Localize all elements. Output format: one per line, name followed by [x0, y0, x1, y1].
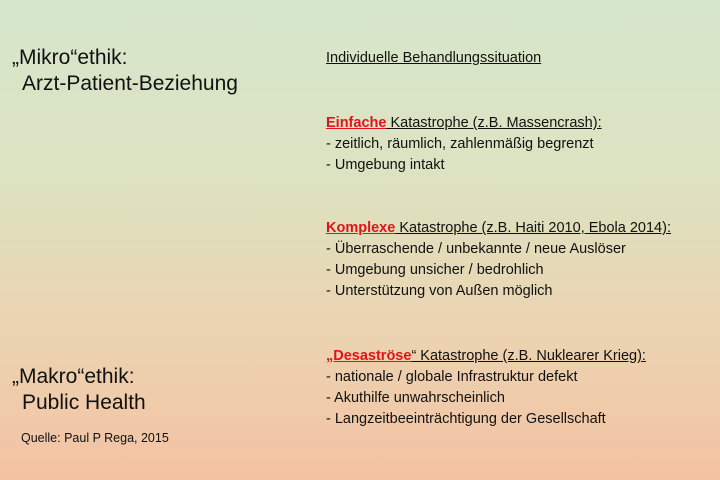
- makro-ethics-title: „Makro“ethik:: [12, 365, 135, 388]
- list-item: - Unterstützung von Außen möglich: [326, 283, 553, 299]
- section-individual: [326, 48, 541, 69]
- mikro-ethics-heading: [12, 45, 238, 97]
- disastrous-heading-rest: “ Katastrophe (z.B. Nuklearer Krieg):: [411, 348, 646, 364]
- list-item: - Überraschende / unbekannte / neue Auslöser: [326, 241, 626, 257]
- section-disastrous-disaster: [326, 346, 646, 430]
- list-item: - Umgebung unsicher / bedrohlich: [326, 262, 544, 278]
- source-citation: Quelle: Paul P Rega, 2015: [21, 431, 169, 445]
- complex-keyword: Komplexe: [326, 220, 396, 236]
- mikro-ethics-title: „Mikro“ethik:: [12, 46, 128, 69]
- section-complex-disaster: [326, 218, 671, 302]
- list-item: - zeitlich, räumlich, zahlenmäßig begrenzt: [326, 136, 594, 152]
- mikro-ethics-subtitle: Arzt-Patient-Beziehung: [22, 72, 238, 95]
- disastrous-keyword: „Desaströse: [326, 348, 412, 364]
- list-item: - Umgebung intakt: [326, 157, 445, 173]
- simple-keyword: Einfache: [326, 115, 387, 131]
- complex-disaster-heading: [326, 220, 671, 236]
- complex-heading-rest: Katastrophe (z.B. Haiti 2010, Ebola 2014):: [395, 220, 671, 236]
- section-simple-disaster: [326, 113, 602, 176]
- list-item: - nationale / globale Infrastruktur defekt: [326, 369, 578, 385]
- makro-ethics-subtitle: Public Health: [22, 391, 146, 414]
- simple-heading-rest: Katastrophe (z.B. Massencrash):: [386, 115, 602, 131]
- individual-heading: Individuelle Behandlungssituation: [326, 50, 542, 66]
- makro-ethics-heading: [12, 364, 146, 416]
- list-item: - Langzeitbeeinträchtigung der Gesellschaft: [326, 411, 606, 427]
- list-item: - Akuthilfe unwahrscheinlich: [326, 390, 505, 406]
- simple-disaster-heading: [326, 115, 602, 131]
- disastrous-disaster-heading: [326, 348, 646, 364]
